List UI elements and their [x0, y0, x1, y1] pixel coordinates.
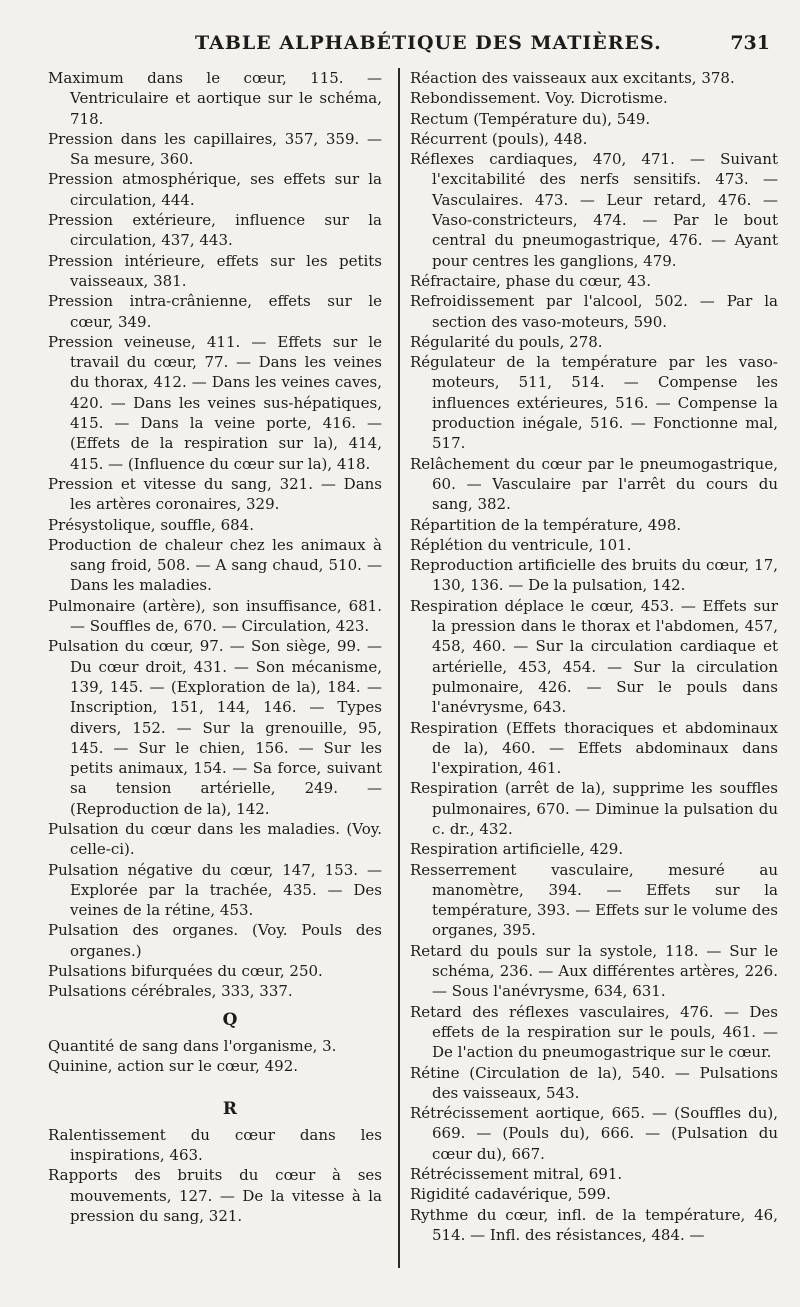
page-number: 731: [730, 32, 770, 54]
index-entry: Présystolique, souffle, 684.: [48, 515, 254, 534]
index-entry: Rigidité cadavérique, 599.: [410, 1185, 611, 1204]
index-entry: Récurrent (pouls), 448.: [410, 129, 588, 148]
index-entry: Pression et vitesse du sang, 321. — Dans les artères coronaires, 329.: [48, 474, 382, 514]
index-entry: Régulateur de la température par les vaso-moteurs, 511, 514. — Compense les influences extérieures, 516. — Compense la production inégale, 516. — Fonctionne mal, 517.: [410, 353, 778, 453]
index-entry: Pulsations cérébrales, 333, 337.: [48, 982, 293, 1001]
index-entry: Pression extérieure, influence sur la circulation, 437, 443.: [48, 211, 382, 250]
index-entry: Pression atmosphérique, ses effets sur la circulation, 444.: [48, 170, 382, 209]
index-entry: Rétrécissement aortique, 665. — (Souffles du), 669. — (Pouls du), 666. — (Pulsation du cœur du), 667.: [410, 1104, 778, 1163]
column-divider: [398, 68, 400, 1268]
index-entry: Pression veineuse, 411. — Effets sur le travail du cœur, 77. — Dans les veines du thorax, 412. — Dans les veines caves, 420. — Dans les veines sus-hépatiques, 415. — Dans la veine porte, 416. — (Effets de la respiration sur la), 414, 415. — (Influence du cœur sur la), 418.: [48, 332, 382, 473]
index-entry: Pulmonaire (artère), son insuffisance, 681. — Souffles de, 670. — Circulation, 423.: [48, 596, 382, 636]
index-entry: Pulsation du cœur dans les maladies. (Voy. celle-ci).: [48, 819, 382, 859]
index-entry: Rétrécissement mitral, 691.: [410, 1165, 623, 1184]
index-entry: Production de chaleur chez les animaux à sang froid, 508. — A sang chaud, 510. — Dans les maladies.: [48, 535, 382, 595]
index-entry: Resserrement vasculaire, mesuré au manomètre, 394. — Effets sur la température, 393. — Effets sur le volume des organes, 395.: [410, 860, 778, 940]
index-entry: Pression dans les capillaires, 357, 359. — Sa mesure, 360.: [48, 129, 382, 169]
index-entry: Réfractaire, phase du cœur, 43.: [410, 271, 651, 290]
index-entry: Pulsation du cœur, 97. — Son siège, 99. — Du cœur droit, 431. — Son mécanisme, 139, 145. — (Exploration de la), 184. — Inscription, 151, 144, 146. — Types divers, 152. — Sur la grenouille, 95, 145. — Sur le chien, 156. — Sur les petits animaux, 154. — Sa force, suivant sa tension artérielle, 249. — (Reproduction de la), 142.: [48, 637, 382, 818]
index-entry: Réplétion du ventricule, 101.: [410, 535, 632, 554]
index-entry: Respiration (Effets thoraciques et abdominaux de la), 460. — Effets abdominaux dans l'expiration, 461.: [410, 718, 778, 778]
index-entry: Ralentissement du cœur dans les inspirations, 463.: [48, 1125, 382, 1165]
index-entry: Retard du pouls sur la systole, 118. — Sur le schéma, 236. — Aux différentes artères, 226. — Sous l'anévrysme, 634, 631.: [410, 941, 778, 1001]
section-letter-q: Q: [222, 1009, 238, 1030]
page-title: TABLE ALPHABÉTIQUE DES MATIÈRES.: [195, 32, 662, 54]
index-entry: Quantité de sang dans l'organisme, 3.: [48, 1036, 337, 1055]
index-entry: Reproduction artificielle des bruits du cœur, 17, 130, 136. — De la pulsation, 142.: [410, 556, 778, 595]
index-entry: Refroidissement par l'alcool, 502. — Par la section des vaso-moteurs, 590.: [410, 292, 778, 331]
index-entry: Relâchement du cœur par le pneumogastrique, 60. — Vasculaire par l'arrêt du cours du sang, 382.: [410, 454, 778, 514]
right-column: [410, 68, 778, 1245]
index-entry: Maximum dans le cœur, 115. — Ventriculaire et aortique sur le schéma, 718.: [48, 69, 382, 128]
index-entry: Pression intérieure, effets sur les petits vaisseaux, 381.: [48, 251, 382, 290]
index-entry: Pulsations bifurquées du cœur, 250.: [48, 962, 323, 981]
index-entry: Retard des réflexes vasculaires, 476. — Des effets de la respiration sur le pouls, 461. — De l'action du pneumogastrique sur le cœur.: [410, 1002, 778, 1062]
index-entry: Respiration artificielle, 429.: [410, 840, 624, 859]
index-entry: Répartition de la température, 498.: [410, 515, 682, 534]
index-entry: Quinine, action sur le cœur, 492.: [48, 1057, 299, 1076]
index-entry: Rétine (Circulation de la), 540. — Pulsations des vaisseaux, 543.: [410, 1063, 778, 1102]
index-entry: Rythme du cœur, infl. de la température, 46, 514. — Infl. des résistances, 484. —: [410, 1205, 778, 1244]
index-entry: Régularité du pouls, 278.: [410, 332, 603, 351]
index-entry: Réflexes cardiaques, 470, 471. — Suivant l'excitabilité des nerfs sensitifs. 473. — Vasculaires. 473. — Leur retard, 476. — Vaso-constricteurs, 474. — Par le bout central du pneumogastrique, 476. — Ayant pour centres les ganglions, 479.: [410, 150, 778, 270]
index-entry: Rapports des bruits du cœur à ses mouvements, 127. — De la vitesse à la pression du sang, 321.: [48, 1166, 382, 1226]
index-entry: Respiration (arrêt de la), supprime les souffles pulmonaires, 670. — Diminue la pulsation du c. dr., 432.: [410, 779, 778, 838]
index-entry: Pulsation des organes. (Voy. Pouls des organes.): [48, 921, 382, 960]
index-entry: Respiration déplace le cœur, 453. — Effets sur la pression dans le thorax et l'abdomen, 457, 458, 460. — Sur la circulation cardiaque et artérielle, 453, 454. — Sur la circulation pulmonaire, 426. — Sur le pouls dans l'anévrysme, 643.: [410, 596, 778, 717]
index-entry: Rebondissement. Voy. Dicrotisme.: [410, 89, 668, 108]
index-entry: Pression intra-crânienne, effets sur le cœur, 349.: [48, 292, 382, 331]
index-entry: Pulsation négative du cœur, 147, 153. — Explorée par la trachée, 435. — Des veines de la rétine, 453.: [48, 860, 382, 920]
section-letter-r: R: [222, 1098, 238, 1119]
index-entry: Rectum (Température du), 549.: [410, 109, 651, 128]
page-header: [40, 32, 770, 62]
index-entry: Réaction des vaisseaux aux excitants, 378.: [410, 69, 735, 87]
left-column: [48, 68, 382, 1226]
